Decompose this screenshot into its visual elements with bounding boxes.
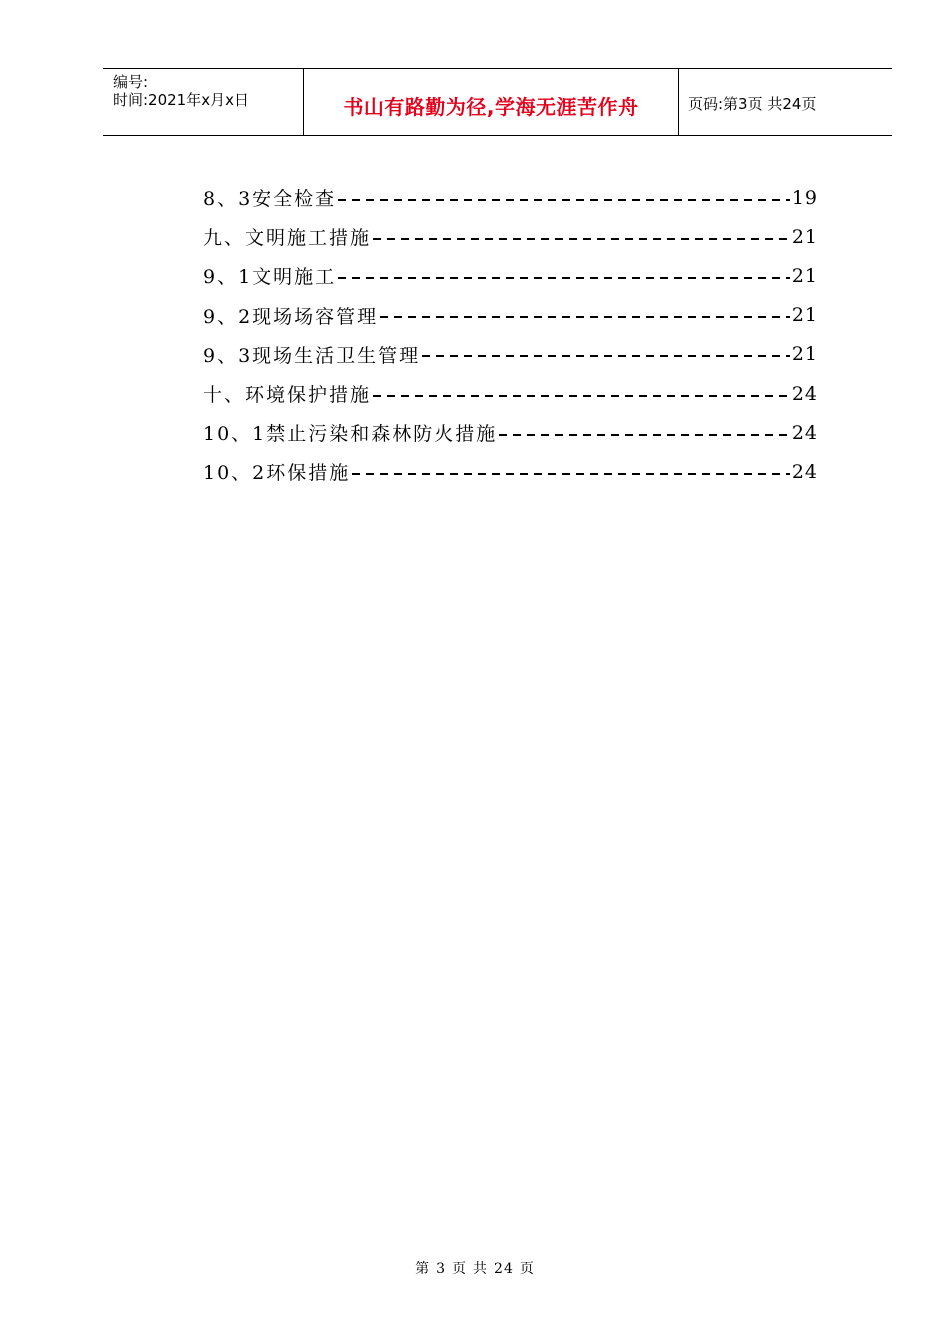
toc-entry[interactable] [203, 256, 818, 295]
toc-dash-leader [373, 395, 790, 397]
toc-entry[interactable] [203, 217, 818, 256]
toc-entry-title: 9、1文明施工 [203, 266, 337, 289]
header-page-code: 页码:第3页 共24页 [688, 95, 817, 113]
toc-entry-page: 21 [791, 304, 818, 327]
toc-dash-leader [373, 238, 790, 240]
toc-entry-page: 19 [791, 186, 818, 209]
toc-dash-leader [338, 199, 790, 201]
toc-dash-leader [338, 277, 790, 279]
toc-entry-title: 10、2环保措施 [203, 462, 351, 485]
toc-entry-title: 8、3安全检查 [203, 188, 337, 211]
header-page-cell [678, 69, 892, 135]
toc-dash-leader [380, 316, 790, 318]
toc-entry[interactable] [203, 335, 818, 374]
header-motto-cell [303, 69, 679, 135]
toc-dash-leader [352, 473, 790, 475]
toc-entry-title: 10、1禁止污染和森林防火措施 [203, 423, 498, 446]
toc-dash-leader [422, 355, 790, 357]
toc-entry-title: 十、环境保护措施 [203, 384, 372, 407]
toc-entry[interactable] [203, 413, 818, 452]
footer-gong: 共 [473, 1261, 489, 1277]
header-info-cell [103, 69, 303, 135]
footer-ye: 页 [452, 1261, 468, 1277]
toc-entry[interactable] [203, 178, 818, 217]
toc-entry[interactable] [203, 296, 818, 335]
toc-entry-page: 21 [791, 225, 818, 248]
footer-total-pages: 24 [494, 1261, 514, 1277]
toc-entry-title: 9、2现场场容管理 [203, 305, 379, 328]
document-number-label: 编号: [113, 73, 149, 91]
toc-entry-title: 九、文明施工措施 [203, 227, 372, 250]
toc-entry[interactable] [203, 374, 818, 413]
toc-entry-page: 24 [791, 460, 818, 483]
footer-current-page: 3 [436, 1261, 447, 1277]
toc-entry-page: 21 [791, 264, 818, 287]
toc-dash-leader [499, 434, 790, 436]
toc-entry-page: 21 [791, 343, 818, 366]
toc-entry-page: 24 [791, 382, 818, 405]
table-of-contents [203, 178, 818, 492]
page-header [103, 68, 892, 136]
header-motto: 书山有路勤为径,学海无涯苦作舟 [343, 95, 639, 119]
footer-ye: 页 [519, 1261, 535, 1277]
footer-di: 第 [415, 1261, 431, 1277]
toc-entry[interactable] [203, 452, 818, 491]
toc-entry-title: 9、3现场生活卫生管理 [203, 344, 421, 367]
document-date-label: 时间:2021年x月x日 [113, 91, 249, 109]
page-footer [0, 1258, 950, 1278]
toc-entry-page: 24 [791, 421, 818, 444]
